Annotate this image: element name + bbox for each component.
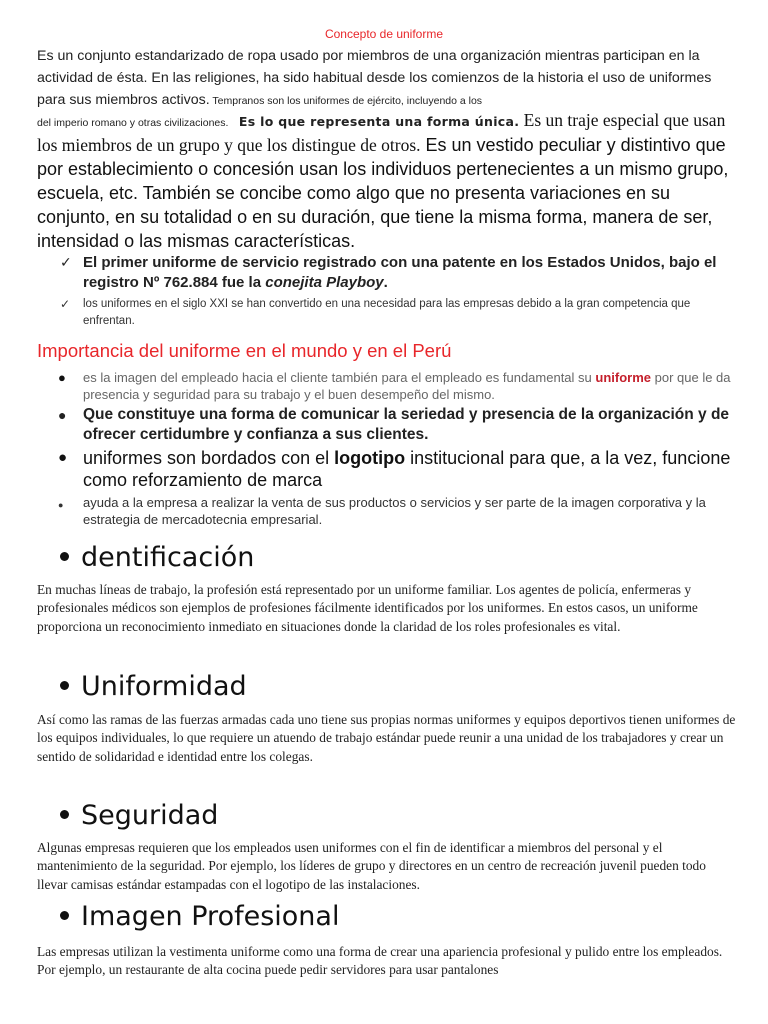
- section-text-imagen-profesional: Las empresas utilizan la vestimenta uniforme como una forma de crear una apariencia profesional y pulido entre los empleados. Por ejemplo, un restaurante de alta cocina puede pedir servidores para usar pantalones: [37, 944, 723, 978]
- intro-small-text: Tempranos son los uniformes de ejército, incluyendo a los: [209, 95, 483, 107]
- section-heading-uniformidad: Uniformidad: [60, 671, 247, 702]
- list-item: ● es la imagen del empleado hacia el cliente también para el empleado es fundamental su uniforme por que le da presencia y seguridad para su trabajo y el buen desempeño del mismo.: [58, 370, 731, 402]
- intro-large-text: Es un vestido peculiar y distintivo que por establecimiento o concesión usan los individuos pertenecientes a un mismo grupo, escuela, etc. También se concibe como algo que no presenta variaciones en su conjunto, en su totalidad o en su duración, que tiene la misma forma, manera de ser, intensidad o las mismas características.: [37, 135, 729, 251]
- bullet-icon: [60, 810, 69, 819]
- list-item: ● ayuda a la empresa a realizar la venta de sus productos o servicios y ser parte de la imagen corporativa y la estrategia de mercadotecnia empresarial.: [58, 495, 706, 527]
- checkmark-icon: ✓: [60, 255, 72, 271]
- importance-list: [58, 369, 748, 528]
- bullet-icon: [60, 681, 69, 690]
- section-heading-identificacion: dentificación: [60, 542, 254, 573]
- checkmark-icon: ✓: [60, 297, 71, 311]
- intro-serif-text: Es un traje especial que usan los miembros de un grupo y que los distingue de otros.: [37, 110, 726, 155]
- section-text-seguridad: Algunas empresas requieren que los empleados usen uniformes con el fin de identificar a miembros del personal y el mantenimiento de la seguridad. Por ejemplo, los líderes de grupo y directores en un centro de recreación juvenil pueden todo llevar camisas estándar estampadas con el logotipo de las instalaciones.: [37, 840, 706, 892]
- list-item: ● uniformes son bordados con el logotipo institucional para que, a la vez, funcione como reforzamiento de marca: [58, 448, 731, 490]
- importance-heading: Importancia del uniforme en el mundo y en el Perú: [37, 340, 452, 361]
- check-item: ✓ los uniformes en el siglo XXI se han convertido en una necesidad para las empresas debido a la gran competencia que enfrentan.: [60, 297, 691, 327]
- bullet-icon: ●: [58, 500, 64, 510]
- bullet-icon: [60, 911, 69, 920]
- section-text-identificacion: En muchas líneas de trabajo, la profesión está representado por un uniforme familiar. Los agentes de policía, enfermeras y profesionales médicos son ejemplos de profesiones fácilmente identificados por los uniformes. En estos casos, un uniforme proporciona un reconocimiento inmediato en situaciones donde la claridad de los roles profesionales es vital.: [37, 582, 698, 634]
- bullet-icon: ●: [58, 449, 68, 466]
- intro-paragraph: [37, 45, 737, 254]
- check-list: [60, 253, 740, 330]
- bullet-icon: ●: [58, 370, 66, 385]
- italic-term: conejita Playboy: [265, 274, 384, 291]
- list-item: ● Que constituye una forma de comunicar la seriedad y presencia de la organización y de ofrecer certidumbre y confianza a sus clientes.: [58, 406, 730, 443]
- section-heading-imagen-profesional: Imagen Profesional: [60, 901, 339, 932]
- intro-small-text-2: del imperio romano y otras civilizaciones.: [37, 117, 229, 129]
- check-item: ✓ El primer uniforme de servicio registrado con una patente en los Estados Unidos, bajo el registro Nº 762.884 fue la conejita Playboy.: [60, 254, 717, 291]
- page-title: Concepto de uniforme: [324, 27, 444, 41]
- intro-text: Es un conjunto estandarizado de ropa usado por miembros de una organización mientras participan en la actividad de ésta. En las religiones, ha sido habitual desde los comienzos de la historia el uso de uniformes para sus miembros activos.: [37, 48, 712, 108]
- bullet-icon: ●: [58, 407, 67, 423]
- bullet-icon: [60, 552, 69, 561]
- keyword-uniforme: uniforme: [595, 370, 652, 385]
- keyword-logotipo: logotipo: [334, 448, 406, 468]
- section-text-uniformidad: Así como las ramas de las fuerzas armadas cada uno tiene sus propias normas uniformes y equipos deportivos tienen uniformes de los equipos individuales, lo que requiere un atuendo de trabajo estándar puede reunir a una unidad de los trabajadores y crear un sentido de solidaridad e identidad entre los colegas.: [37, 712, 736, 764]
- section-heading-seguridad: Seguridad: [60, 800, 218, 831]
- intro-bold-phrase: Es lo que representa una forma única.: [238, 114, 520, 129]
